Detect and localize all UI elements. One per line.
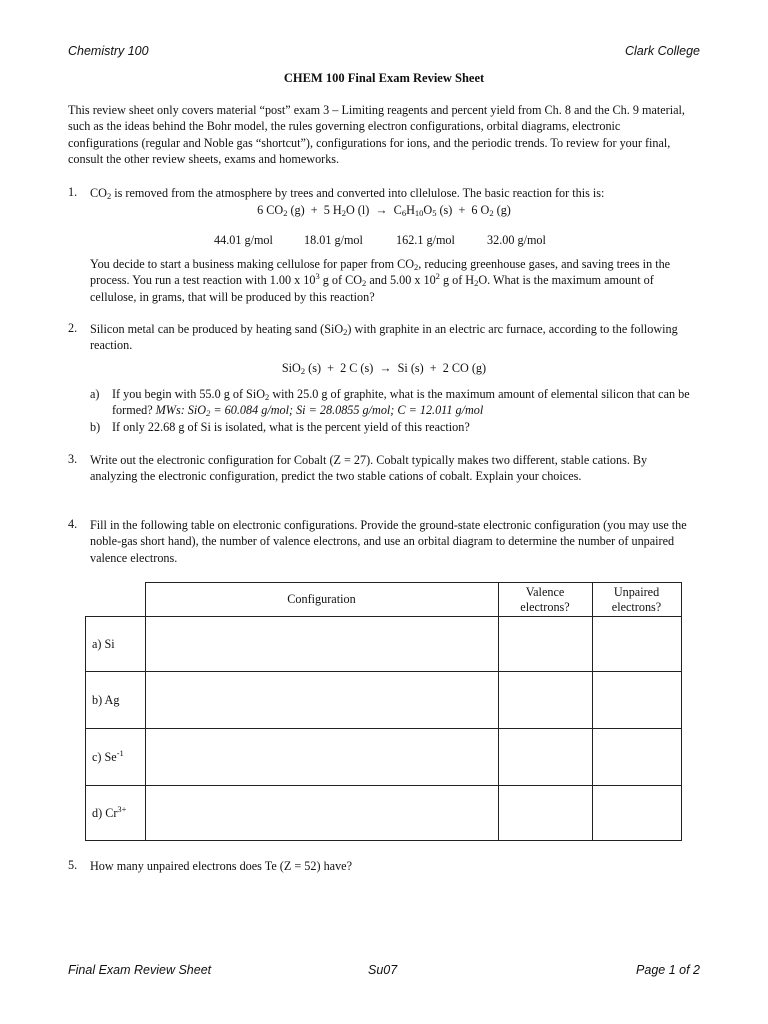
molar-mass-o2: 32.00 g/mol <box>487 233 546 247</box>
footer-term: Su07 <box>368 963 398 977</box>
q5-number: 5. <box>68 858 78 872</box>
table-row <box>86 786 682 841</box>
unpaired-cell[interactable] <box>592 617 681 672</box>
header-course: Chemistry 100 <box>68 44 149 58</box>
q3-text: Write out the electronic configuration for Cobalt (Z = 27). Cobalt typically makes two different, stable cations. By analyzing the electronic configuration, predict the two stable cations of cobalt. Explain your choices. <box>90 453 648 484</box>
q3-number: 3. <box>68 452 78 466</box>
config-cell[interactable] <box>145 617 498 672</box>
row-label-se: c) $Se^{-1}$ <box>86 729 146 786</box>
col-valence: Valence electrons? <box>498 583 592 617</box>
q1-equation: 6 $CO_2$ (g) + 5 $H_2O$ $(l) \to C_6H_{10}O_5$ (s) + 6 $O_2$ (g) <box>257 203 511 218</box>
q2b-label: b) <box>90 420 101 434</box>
q2-number: 2. <box>68 321 78 335</box>
valence-cell[interactable] <box>498 729 592 786</box>
config-cell[interactable] <box>145 672 498 729</box>
q2-equation: SiO$_2$ (s) + 2 C (s) → Si (s) + 2 CO (g) <box>281 361 487 376</box>
q2a-text: If you begin with 55.0 g of SiO$_2$ with 25.0 g of graphite, what is the maximum amount of elemental silicon that can be formed? MWs: SiO$_2$ = 60.084 g/mol; Si = 28.0855 g/mol; C = 12.011 g/mol <box>112 387 690 419</box>
table-row <box>86 729 682 786</box>
valence-cell[interactable] <box>498 617 592 672</box>
q1-paragraph: You decide to start a business making cellulose for paper from $CO_2$, reducing greenhouse gases, and saving trees in the process. You run a test reaction with 1.00 x $10^3$ g of $CO_2$ and 5.00 x $10^2$ g of $H_2O$. What is the maximum amount of cellulose, in grams, that will be produced by this reaction? <box>90 257 671 304</box>
q5-text: How many unpaired electrons does Te (Z = 52) have? <box>90 859 352 873</box>
q2b-text: If only 22.68 g of Si is isolated, what is the percent yield of this reaction? <box>112 420 470 434</box>
unpaired-cell[interactable] <box>592 672 681 729</box>
q1-stem: $CO_2$ is removed from the atmosphere by trees and converted into cllelulose. The basic reaction for this is: <box>90 186 605 201</box>
q4-number: 4. <box>68 517 78 531</box>
molar-mass-h2o: 18.01 g/mol <box>304 233 363 247</box>
footer-title: Final Exam Review Sheet <box>68 963 212 977</box>
q2-stem: Silicon metal can be produced by heating sand (SiO$_2$) with graphite in an electric arc furnace, according to the following reaction. <box>90 322 678 353</box>
electron-config-table <box>85 582 682 841</box>
q4-text: Fill in the following table on electronic configurations. Provide the ground-state electronic configuration (you may use the noble-gas short hand), the number of valence electrons, and use an orbital diagram to determine the number of unpaired valence electrons. <box>90 518 687 565</box>
config-cell[interactable] <box>145 729 498 786</box>
page-title: CHEM 100 Final Exam Review Sheet <box>283 71 485 85</box>
table-row <box>86 617 682 672</box>
header-college: Clark College <box>624 44 700 58</box>
valence-cell[interactable] <box>498 672 592 729</box>
config-cell[interactable] <box>145 786 498 841</box>
table-row <box>86 672 682 729</box>
unpaired-cell[interactable] <box>592 786 681 841</box>
unpaired-cell[interactable] <box>592 729 681 786</box>
q1-number: 1. <box>68 185 78 199</box>
footer-page-number: Page 1 of 2 <box>636 963 700 977</box>
q2a-label: a) <box>90 387 100 401</box>
molar-mass-cellulose: 162.1 g/mol <box>396 233 455 247</box>
molar-mass-co2: 44.01 g/mol <box>214 233 273 247</box>
row-label-ag: b) Ag <box>86 672 146 729</box>
table-header-row <box>86 583 682 617</box>
table-corner-cell <box>86 583 146 617</box>
intro-paragraph: This review sheet only covers material “post” exam 3 – Limiting reagents and percent yield from Ch. 8 and the Ch. 9 material, such as the ideas behind the Bohr model, the rules governing electron configurations, orbital diagrams, electronic configurations (regular and Noble gas “shortcut”), configurations for ions, and the periodic trends. To review for your final, consult the other review sheets, exams and homeworks. <box>68 103 685 167</box>
col-configuration: Configuration <box>145 583 498 617</box>
valence-cell[interactable] <box>498 786 592 841</box>
row-label-cr: d) $Cr^{3+}$ <box>86 786 146 841</box>
col-unpaired: Unpaired electrons? <box>592 583 681 617</box>
row-label-si: a) Si <box>86 617 146 672</box>
